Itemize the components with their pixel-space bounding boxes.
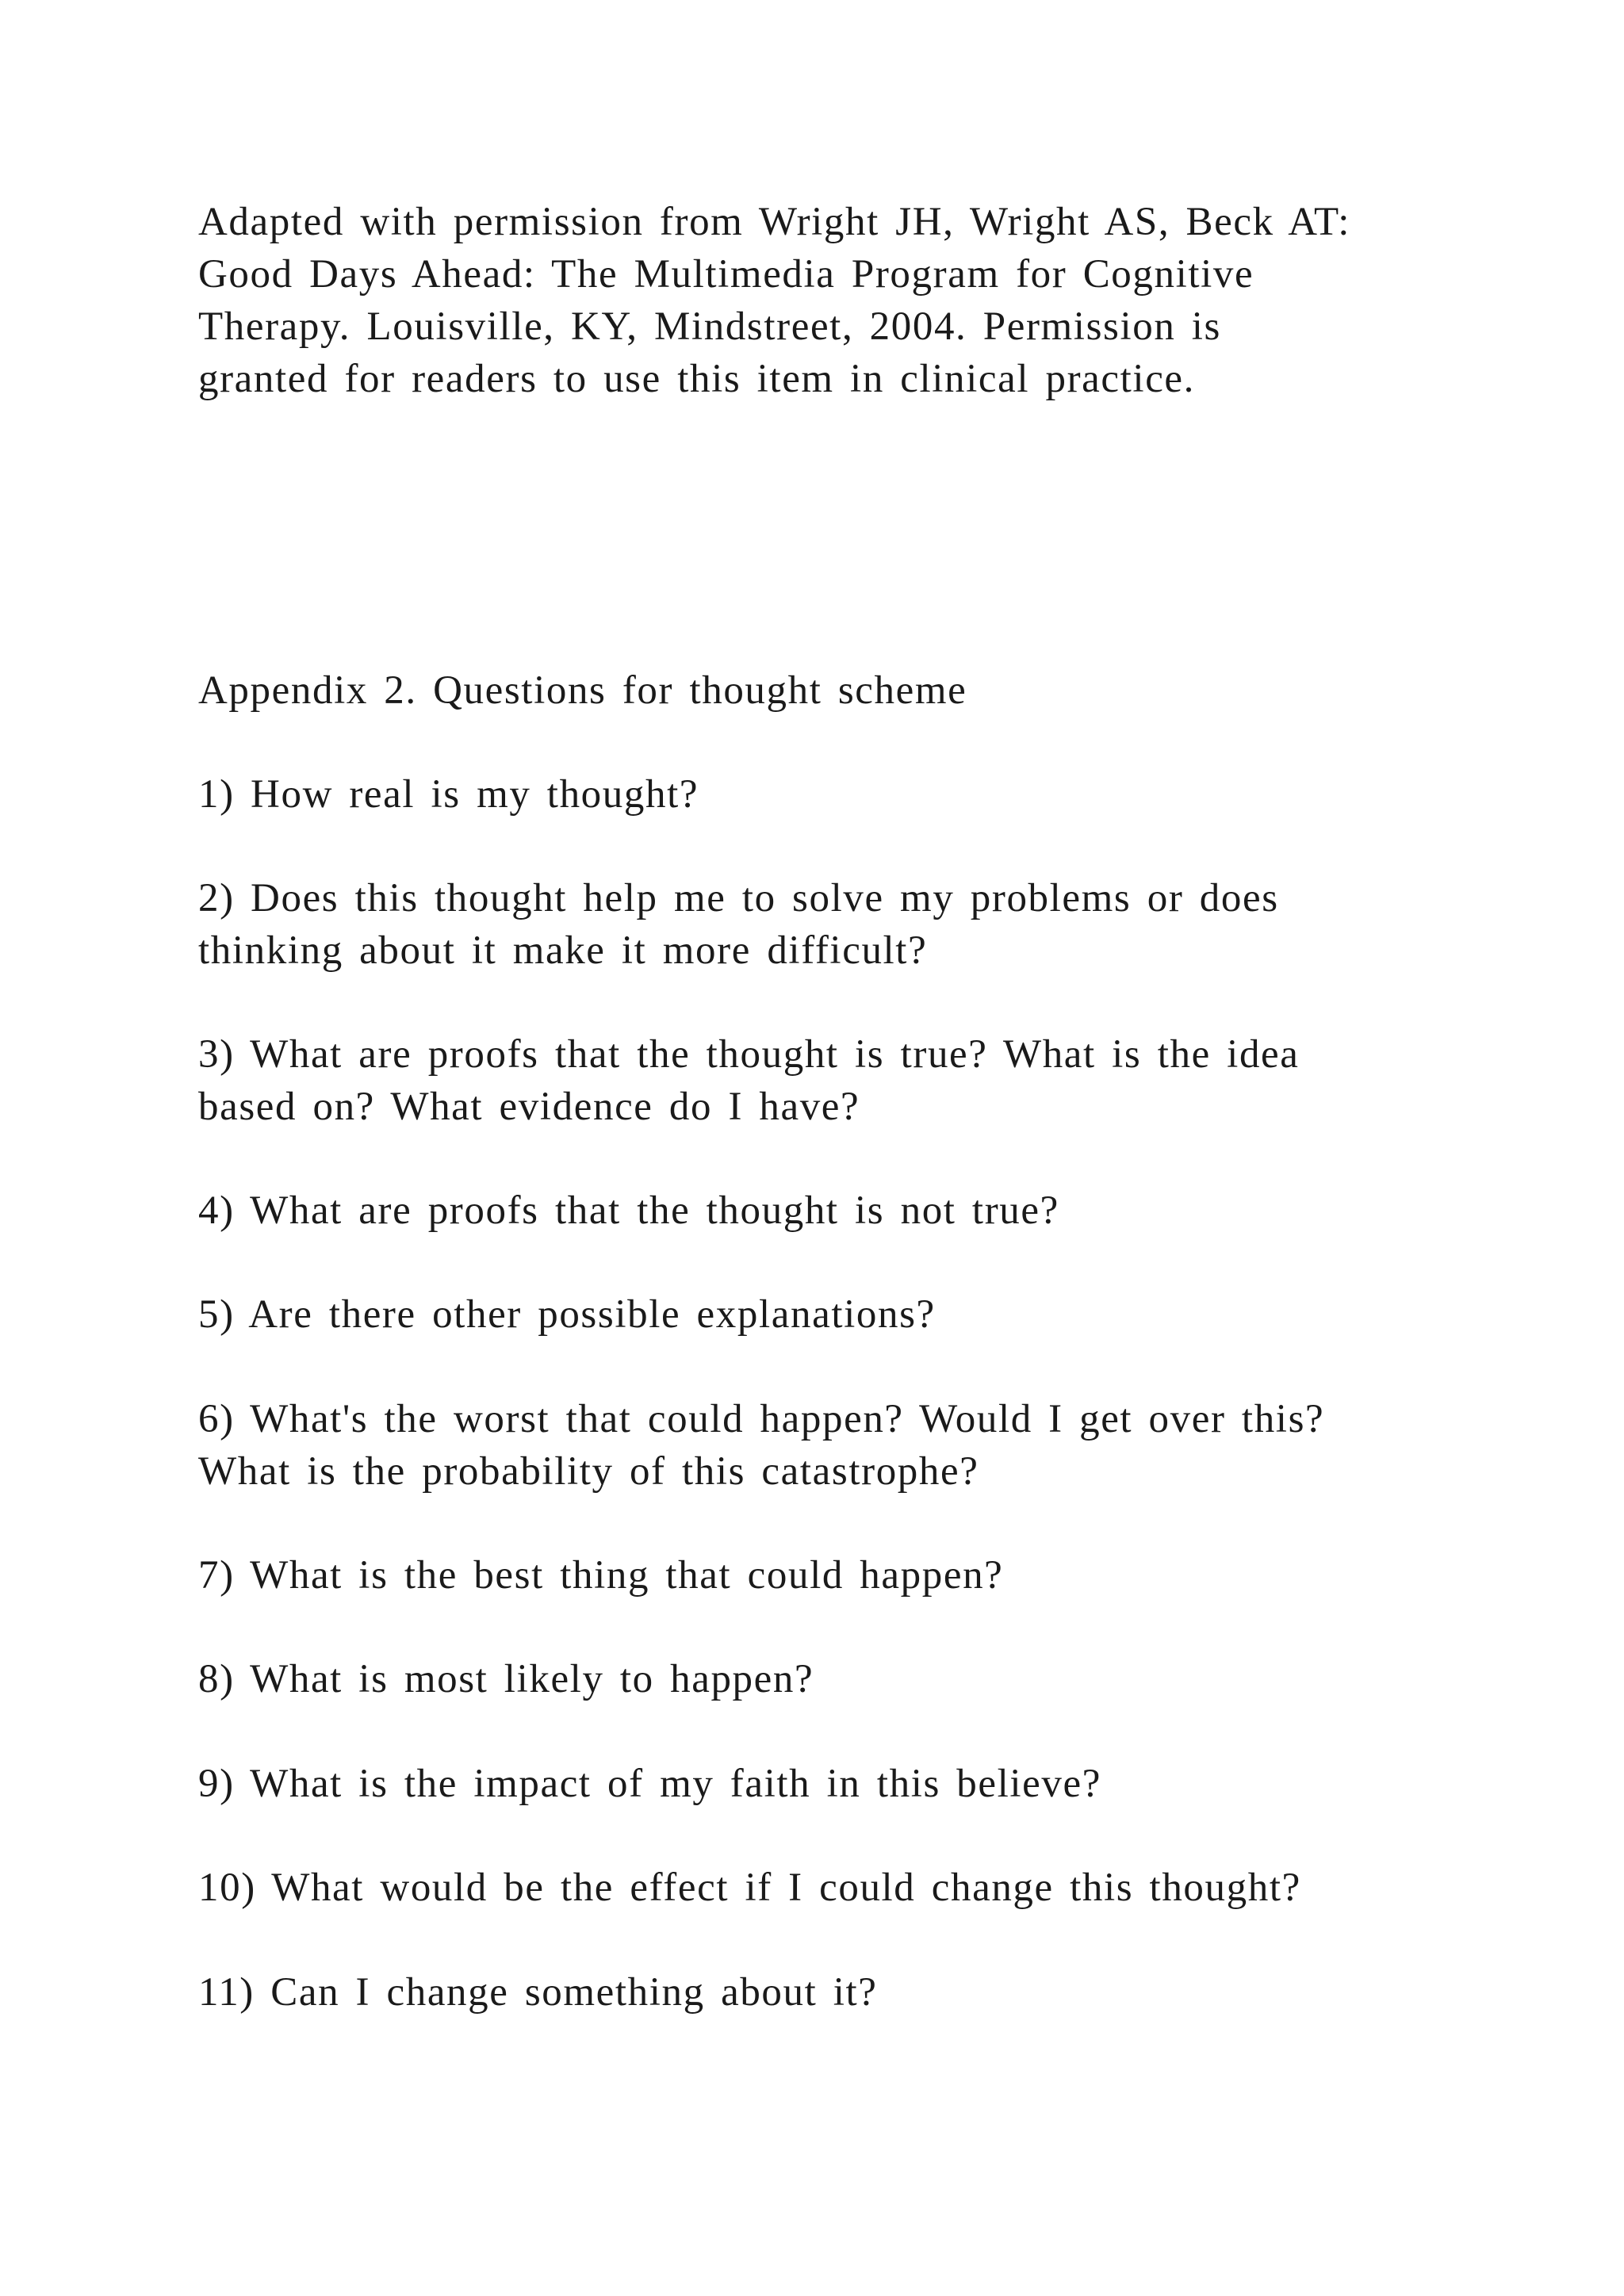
question-line: 5) Are there other possible explanations? [198,1292,936,1337]
attribution-line-3: Therapy. Louisville, KY, Mindstreet, 2004. Permission is [198,304,1222,349]
question-line: 3) What are proofs that the thought is true? What is the idea [198,1032,1300,1077]
question-line: based on? What evidence do I have? [198,1085,860,1129]
question-line: 1) How real is my thought? [198,772,699,817]
attribution-line-1: Adapted with permission from Wright JH, Wright AS, Beck AT: [198,200,1351,244]
appendix-title: Appendix 2. Questions for thought scheme [198,668,967,713]
question-line: 2) Does this thought help me to solve my problems or does [198,876,1279,920]
question-line: 4) What are proofs that the thought is not true? [198,1188,1059,1233]
question-line: 8) What is most likely to happen? [198,1657,814,1701]
attribution-line-2: Good Days Ahead: The Multimedia Program for Cognitive [198,252,1254,297]
attribution-line-4: granted for readers to use this item in clinical practice. [198,357,1196,401]
question-line: 6) What's the worst that could happen? Would I get over this? [198,1397,1325,1441]
question-line: 9) What is the impact of my faith in this believe? [198,1762,1101,1806]
question-line: thinking about it make it more difficult? [198,928,928,973]
question-line: 11) Can I change something about it? [198,1970,878,2015]
question-line: What is the probability of this catastrophe? [198,1449,979,1494]
question-line: 10) What would be the effect if I could change this thought? [198,1866,1301,1910]
question-line: 7) What is the best thing that could happen? [198,1553,1004,1598]
